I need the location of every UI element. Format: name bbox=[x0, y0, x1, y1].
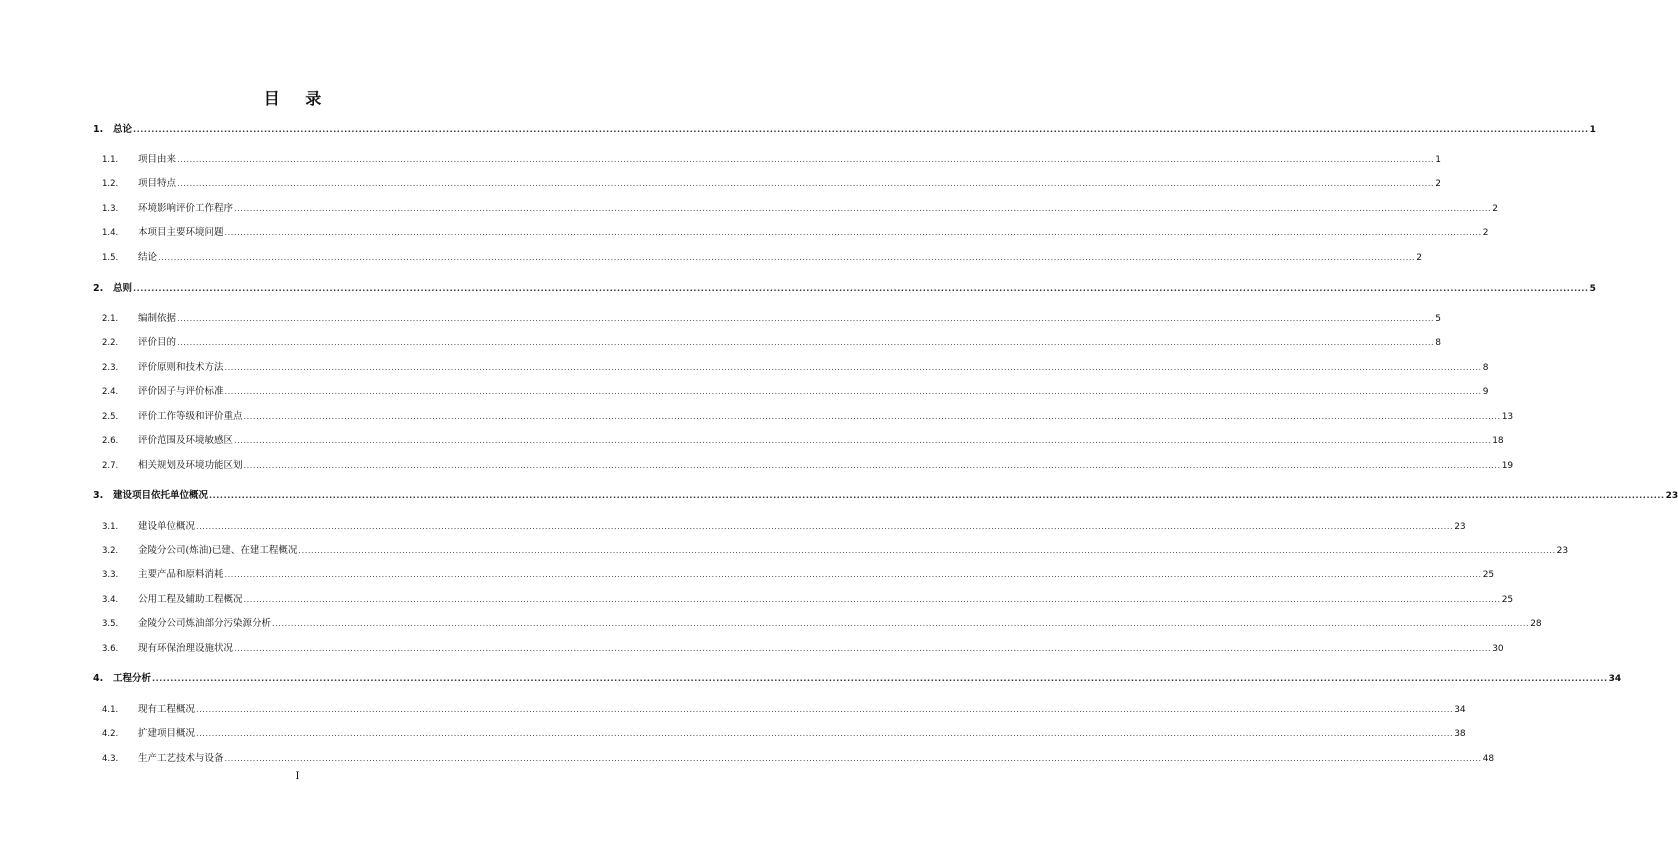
toc-entry-number: 2.4. bbox=[102, 387, 119, 397]
toc-section-entry[interactable] bbox=[88, 410, 1514, 424]
toc-entry-page: 2 bbox=[1416, 253, 1422, 263]
toc-entry-number: 2.7. bbox=[102, 461, 119, 471]
toc-chapter-entry[interactable] bbox=[88, 282, 1596, 296]
toc-dot-leader: ................................................................................................................................................................................................................................................................................................................................................................................................................ bbox=[224, 754, 1482, 763]
toc-entry-label: 本项目主要环境问题 bbox=[138, 227, 224, 238]
toc-dot-leader: ................................................................................................................................................................................................................................................................................................................................................................................................................ bbox=[209, 491, 1665, 500]
toc-section-entry[interactable] bbox=[88, 312, 1441, 326]
toc-entry-number: 2. bbox=[93, 283, 104, 294]
toc-entry-page: 34 bbox=[1454, 705, 1466, 715]
toc-dot-leader: ................................................................................................................................................................................................................................................................................................................................................................................................................ bbox=[224, 228, 1482, 237]
toc-entry-label: 总论 bbox=[113, 124, 133, 135]
toc-entry-page: 9 bbox=[1482, 387, 1489, 397]
toc-entry-number: 1.4. bbox=[102, 228, 119, 238]
toc-section-entry[interactable] bbox=[88, 568, 1495, 582]
toc-entry-page: 25 bbox=[1482, 570, 1495, 580]
toc-section-entry[interactable] bbox=[88, 434, 1504, 448]
toc-dot-leader: ................................................................................................................................................................................................................................................................................................................................................................................................................ bbox=[234, 436, 1492, 445]
toc-entry-page: 1 bbox=[1435, 155, 1441, 165]
toc-section-entry[interactable] bbox=[88, 177, 1441, 191]
toc-entry-label: 评价目的 bbox=[138, 337, 177, 348]
toc-section-entry[interactable] bbox=[88, 544, 1569, 558]
toc-dot-leader: ................................................................................................................................................................................................................................................................................................................................................................................................................ bbox=[196, 522, 1454, 531]
page-title: 目 录 bbox=[263, 89, 332, 108]
toc-entry-page: 8 bbox=[1435, 338, 1441, 348]
toc-entry-label: 评价原则和技术方法 bbox=[138, 362, 224, 373]
toc-dot-leader: ................................................................................................................................................................................................................................................................................................................................................................................................................ bbox=[177, 155, 1435, 164]
toc-entry-number: 2.6. bbox=[102, 436, 119, 446]
toc-dot-leader: ................................................................................................................................................................................................................................................................................................................................................................................................................ bbox=[158, 253, 1416, 262]
toc-entry-number: 3.6. bbox=[102, 644, 119, 654]
toc-dot-leader: ................................................................................................................................................................................................................................................................................................................................................................................................................ bbox=[243, 595, 1501, 604]
toc-entry-label: 评价因子与评价标准 bbox=[138, 386, 224, 397]
toc-dot-leader: ................................................................................................................................................................................................................................................................................................................................................................................................................ bbox=[243, 461, 1501, 470]
toc-entry-page: 30 bbox=[1492, 644, 1504, 654]
toc-dot-leader: ................................................................................................................................................................................................................................................................................................................................................................................................................ bbox=[196, 705, 1454, 714]
toc-dot-leader: ................................................................................................................................................................................................................................................................................................................................................................................................................ bbox=[234, 204, 1492, 213]
toc-entry-label: 金陵分公司(炼油)已建、在建工程概况 bbox=[138, 545, 298, 556]
toc-chapter-entry[interactable] bbox=[88, 672, 1622, 686]
toc-section-entry[interactable] bbox=[88, 336, 1441, 350]
toc-entry-page: 5 bbox=[1435, 314, 1441, 324]
toc-entry-number: 2.2. bbox=[102, 338, 119, 348]
toc-section-entry[interactable] bbox=[88, 385, 1489, 399]
toc-section-entry[interactable] bbox=[88, 226, 1489, 240]
toc-dot-leader: ................................................................................................................................................................................................................................................................................................................................................................................................................ bbox=[298, 546, 1556, 555]
toc-dot-leader: ................................................................................................................................................................................................................................................................................................................................................................................................................ bbox=[272, 619, 1530, 628]
toc-entry-label: 现有环保治理设施状况 bbox=[138, 643, 234, 654]
toc-entry-page: 13 bbox=[1501, 412, 1514, 422]
toc-entry-number: 3.1. bbox=[102, 522, 119, 532]
toc-dot-leader: ................................................................................................................................................................................................................................................................................................................................................................................................................ bbox=[133, 125, 1589, 134]
toc-entry-page: 23 bbox=[1665, 491, 1678, 501]
toc-entry-number: 4.2. bbox=[102, 729, 119, 739]
toc-entry-page: 2 bbox=[1435, 179, 1441, 189]
toc-chapter-entry[interactable] bbox=[88, 489, 1678, 503]
toc-entry-page: 1 bbox=[1589, 125, 1596, 135]
toc-entry-number: 3.3. bbox=[102, 570, 119, 580]
toc-entry-number: 4. bbox=[93, 673, 104, 684]
toc-entry-label: 项目由来 bbox=[138, 154, 177, 165]
toc-entry-number: 1.3. bbox=[102, 204, 119, 214]
toc-entry-page: 25 bbox=[1501, 595, 1514, 605]
page-number: I bbox=[295, 771, 300, 782]
toc-entry-label: 评价范围及环境敏感区 bbox=[138, 435, 234, 446]
toc-section-entry[interactable] bbox=[88, 153, 1441, 167]
toc-entry-number: 3.4. bbox=[102, 595, 119, 605]
toc-entry-number: 1.2. bbox=[102, 179, 119, 189]
toc-entry-number: 2.1. bbox=[102, 314, 119, 324]
toc-entry-number: 3.2. bbox=[102, 546, 119, 556]
toc-entry-page: 18 bbox=[1492, 436, 1504, 446]
toc-entry-page: 19 bbox=[1501, 461, 1514, 471]
toc-entry-label: 环境影响评价工作程序 bbox=[138, 203, 234, 214]
toc-entry-page: 8 bbox=[1482, 363, 1489, 373]
toc-entry-page: 34 bbox=[1608, 674, 1622, 684]
toc-entry-page: 48 bbox=[1482, 754, 1495, 764]
toc-entry-label: 扩建项目概况 bbox=[138, 728, 196, 739]
toc-entry-number: 2.5. bbox=[102, 412, 119, 422]
toc-entry-label: 金陵分公司炼油部分污染源分析 bbox=[138, 618, 272, 629]
toc-entry-label: 总则 bbox=[113, 283, 133, 294]
toc-section-entry[interactable] bbox=[88, 251, 1422, 265]
toc-entry-label: 评价工作等级和评价重点 bbox=[138, 411, 243, 422]
toc-dot-leader: ................................................................................................................................................................................................................................................................................................................................................................................................................ bbox=[224, 363, 1482, 372]
toc-entry-number: 3.5. bbox=[102, 619, 119, 629]
toc-section-entry[interactable] bbox=[88, 727, 1466, 741]
toc-entry-label: 生产工艺技术与设备 bbox=[138, 753, 224, 764]
toc-entry-page: 38 bbox=[1454, 729, 1466, 739]
toc-entry-label: 编制依据 bbox=[138, 313, 177, 324]
toc-section-entry[interactable] bbox=[88, 593, 1514, 607]
toc-dot-leader: ................................................................................................................................................................................................................................................................................................................................................................................................................ bbox=[224, 387, 1482, 396]
toc-entry-number: 4.3. bbox=[102, 754, 119, 764]
toc-entry-number: 2.3. bbox=[102, 363, 119, 373]
toc-entry-page: 5 bbox=[1589, 284, 1596, 294]
toc-entry-label: 现有工程概况 bbox=[138, 704, 196, 715]
toc-section-entry[interactable] bbox=[88, 642, 1504, 656]
toc-entry-number: 3. bbox=[93, 490, 104, 501]
toc-section-entry[interactable] bbox=[88, 202, 1498, 216]
toc-dot-leader: ................................................................................................................................................................................................................................................................................................................................................................................................................ bbox=[177, 338, 1435, 347]
toc-section-entry[interactable] bbox=[88, 361, 1489, 375]
toc-dot-leader: ................................................................................................................................................................................................................................................................................................................................................................................................................ bbox=[196, 729, 1454, 738]
toc-entry-label: 结论 bbox=[138, 252, 158, 263]
toc-entry-label: 相关规划及环境功能区划 bbox=[138, 460, 243, 471]
toc-section-entry[interactable] bbox=[88, 459, 1514, 473]
toc-dot-leader: ................................................................................................................................................................................................................................................................................................................................................................................................................ bbox=[152, 674, 1608, 683]
toc-entry-number: 1.1. bbox=[102, 155, 119, 165]
toc-dot-leader: ................................................................................................................................................................................................................................................................................................................................................................................................................ bbox=[177, 314, 1435, 323]
toc-entry-page: 23 bbox=[1556, 546, 1569, 556]
toc-entry-page: 2 bbox=[1482, 228, 1489, 238]
toc-entry-number: 1.5. bbox=[102, 253, 119, 263]
toc-dot-leader: ................................................................................................................................................................................................................................................................................................................................................................................................................ bbox=[224, 570, 1482, 579]
toc-entry-label: 项目特点 bbox=[138, 178, 177, 189]
toc-entry-page: 2 bbox=[1492, 204, 1498, 214]
toc-section-entry[interactable] bbox=[88, 520, 1466, 534]
toc-entry-page: 23 bbox=[1454, 522, 1466, 532]
toc-entry-label: 公用工程及辅助工程概况 bbox=[138, 594, 243, 605]
toc-dot-leader: ................................................................................................................................................................................................................................................................................................................................................................................................................ bbox=[133, 284, 1589, 293]
toc-entry-label: 建设单位概况 bbox=[138, 521, 196, 532]
toc-entry-label: 建设项目依托单位概况 bbox=[113, 490, 209, 501]
toc-section-entry[interactable] bbox=[88, 617, 1542, 631]
toc-entry-label: 主要产品和原料消耗 bbox=[138, 569, 224, 580]
toc-dot-leader: ................................................................................................................................................................................................................................................................................................................................................................................................................ bbox=[234, 644, 1492, 653]
toc-section-entry[interactable] bbox=[88, 752, 1495, 766]
toc-chapter-entry[interactable] bbox=[88, 123, 1596, 137]
toc-entry-number: 1. bbox=[93, 124, 104, 135]
toc-dot-leader: ................................................................................................................................................................................................................................................................................................................................................................................................................ bbox=[243, 412, 1501, 421]
toc-entry-label: 工程分析 bbox=[113, 673, 152, 684]
toc-entry-number: 4.1. bbox=[102, 705, 119, 715]
toc-section-entry[interactable] bbox=[88, 703, 1466, 717]
toc-dot-leader: ................................................................................................................................................................................................................................................................................................................................................................................................................ bbox=[177, 179, 1435, 188]
toc-entry-page: 28 bbox=[1530, 619, 1542, 629]
